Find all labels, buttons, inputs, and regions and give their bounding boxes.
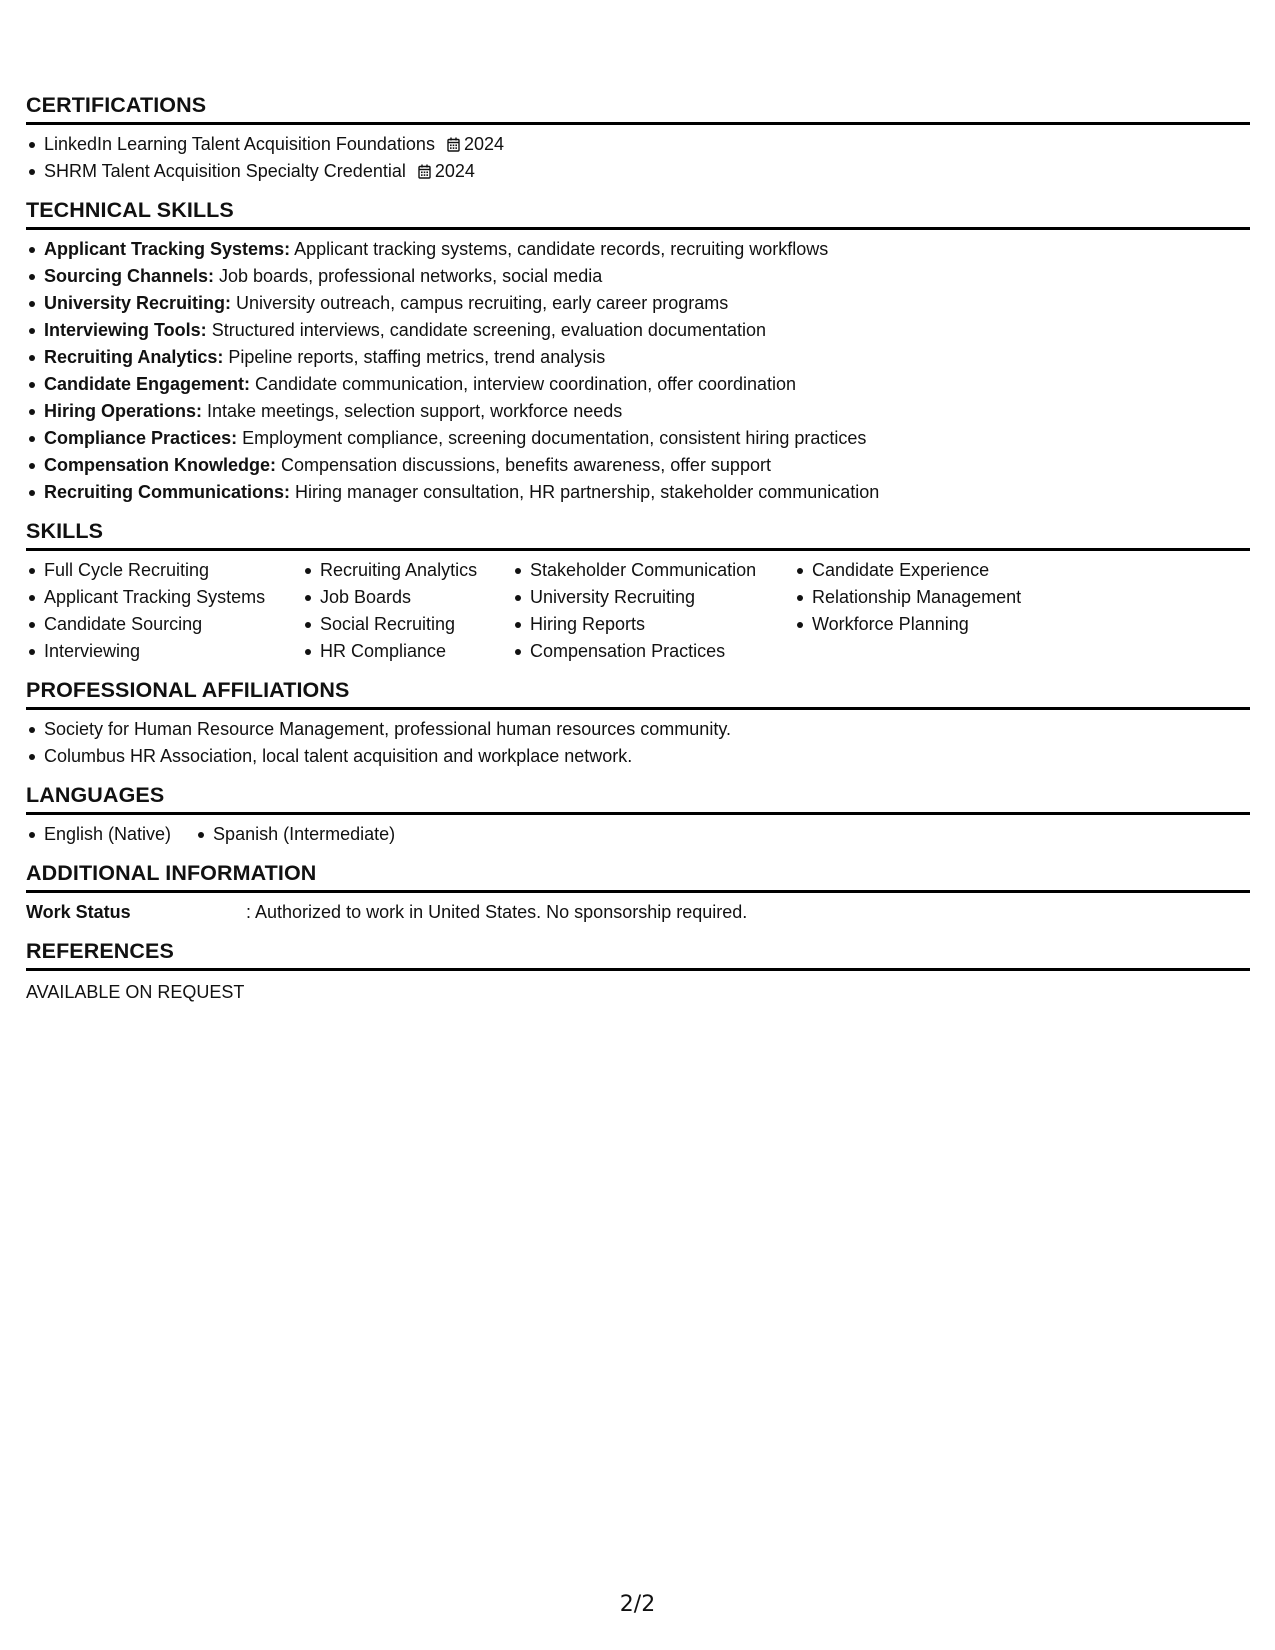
references-heading: REFERENCES [26,938,1250,971]
skills-heading: SKILLS [26,518,1250,551]
skill-item: University Recruiting [512,584,794,611]
certification-year: 2024 [434,161,475,181]
technical-skill-item [26,398,1250,425]
technical-skills-list [26,236,1250,506]
affiliation-item: Society for Human Resource Management, professional human resources community. [26,716,1250,743]
language-item: English (Native) [26,821,171,848]
technical-skill-label: Recruiting Analytics: [44,347,224,367]
affiliations-list [26,716,1250,770]
technical-skill-item [26,479,1250,506]
skill-item: Candidate Sourcing [26,611,302,638]
technical-skill-label: Interviewing Tools: [44,320,207,340]
certifications-section [26,92,1250,185]
technical-skill-item [26,344,1250,371]
technical-skill-label: Sourcing Channels: [44,266,215,286]
skill-item: Social Recruiting [302,611,512,638]
skills-column [26,557,302,665]
skill-item: Workforce Planning [794,611,1094,638]
skill-item: Recruiting Analytics [302,557,512,584]
skill-item: Stakeholder Communication [512,557,794,584]
skill-item: Full Cycle Recruiting [26,557,302,584]
additional-information-heading: ADDITIONAL INFORMATION [26,860,1250,893]
technical-skill-text: Compensation discussions, benefits awareness, offer support [276,455,771,475]
references-section [26,938,1250,1006]
certification-item [26,158,1250,185]
calendar-icon [418,164,431,179]
languages-heading: LANGUAGES [26,782,1250,815]
certification-name: SHRM Talent Acquisition Specialty Credential [44,161,406,181]
certifications-list [26,131,1250,185]
technical-skill-text: Structured interviews, candidate screening, evaluation documentation [206,320,767,340]
skill-item: Relationship Management [794,584,1094,611]
skill-item: Hiring Reports [512,611,794,638]
skills-column [302,557,512,665]
work-status-row [26,899,1250,926]
technical-skill-text: Intake meetings, selection support, workforce needs [202,401,623,421]
technical-skill-item [26,263,1250,290]
skill-item: Candidate Experience [794,557,1094,584]
technical-skill-label: Candidate Engagement: [44,374,251,394]
work-status-label: Work Status [26,902,131,922]
skill-item: Interviewing [26,638,302,665]
technical-skill-label: Compliance Practices: [44,428,238,448]
skill-item: Applicant Tracking Systems [26,584,302,611]
technical-skill-item [26,236,1250,263]
technical-skills-heading: TECHNICAL SKILLS [26,197,1250,230]
language-item: Spanish (Intermediate) [195,821,395,848]
certification-name: LinkedIn Learning Talent Acquisition Foundations [44,134,435,154]
technical-skill-text: Candidate communication, interview coordination, offer coordination [250,374,797,394]
technical-skill-text: Pipeline reports, staffing metrics, trend analysis [223,347,606,367]
certification-year: 2024 [463,134,504,154]
technical-skill-label: Applicant Tracking Systems: [44,239,291,259]
calendar-icon [447,137,460,152]
technical-skill-item [26,290,1250,317]
work-status-value: : Authorized to work in United States. No sponsorship required. [246,902,748,922]
page-number: 2/2 [619,1592,656,1617]
technical-skills-section [26,197,1250,506]
languages-row [26,821,1250,848]
languages-section [26,782,1250,848]
additional-information-section [26,860,1250,926]
affiliations-section [26,677,1250,770]
certification-item [26,131,1250,158]
affiliations-heading: PROFESSIONAL AFFILIATIONS [26,677,1250,710]
skills-grid [26,557,1250,665]
technical-skill-text: Hiring manager consultation, HR partnership, stakeholder communication [290,482,880,502]
technical-skill-text: Job boards, professional networks, social media [214,266,603,286]
technical-skill-item [26,425,1250,452]
technical-skill-item [26,452,1250,479]
affiliation-item: Columbus HR Association, local talent acquisition and workplace network. [26,743,1250,770]
skills-column [794,557,1094,665]
technical-skill-label: Hiring Operations: [44,401,203,421]
technical-skill-label: Compensation Knowledge: [44,455,277,475]
resume-page-2 [26,92,1250,1018]
technical-skill-item [26,371,1250,398]
technical-skill-item [26,317,1250,344]
technical-skill-text: Applicant tracking systems, candidate records, recruiting workflows [290,239,829,259]
skills-column [512,557,794,665]
skills-section [26,518,1250,665]
references-text: AVAILABLE ON REQUEST [26,982,245,1002]
technical-skill-label: University Recruiting: [44,293,232,313]
skill-item: Compensation Practices [512,638,794,665]
technical-skill-text: Employment compliance, screening documentation, consistent hiring practices [237,428,867,448]
skill-item: Job Boards [302,584,512,611]
certifications-heading: CERTIFICATIONS [26,92,1250,125]
skill-item: HR Compliance [302,638,512,665]
technical-skill-text: University outreach, campus recruiting, early career programs [231,293,729,313]
technical-skill-label: Recruiting Communications: [44,482,291,502]
